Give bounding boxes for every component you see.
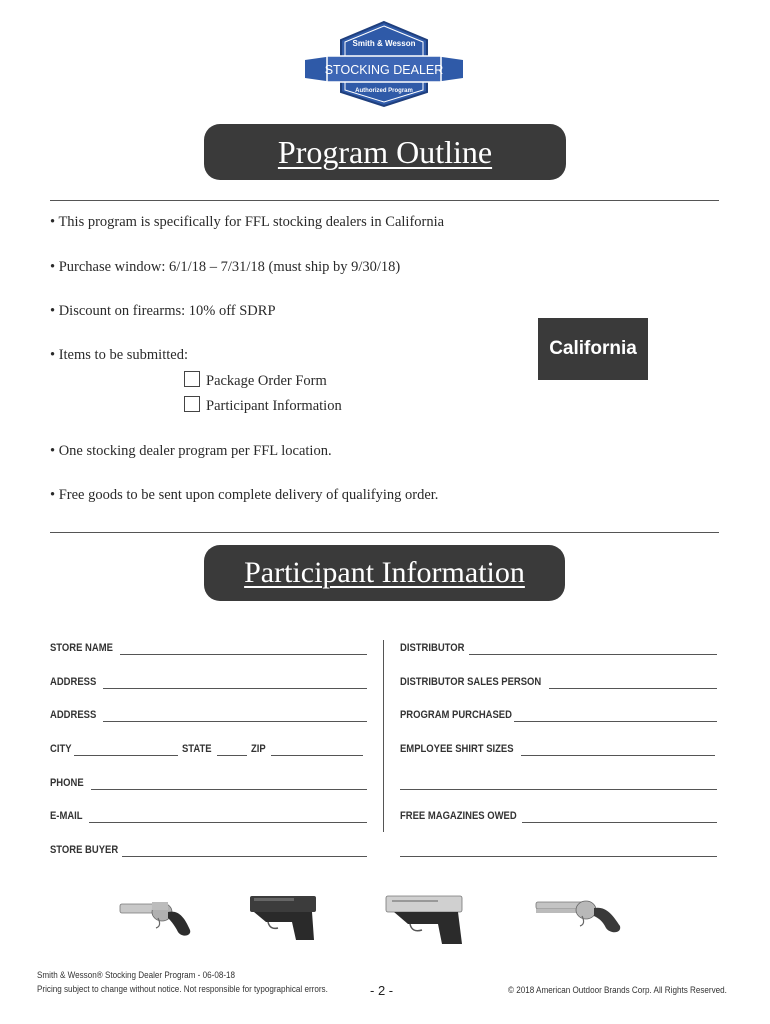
distributor-label: DISTRIBUTOR bbox=[400, 642, 465, 654]
store-buyer-field[interactable] bbox=[122, 856, 367, 857]
phone-field[interactable] bbox=[91, 789, 367, 790]
state-label: STATE bbox=[182, 743, 212, 755]
free-magazines-owed-label: FREE MAGAZINES OWED bbox=[400, 810, 517, 822]
employee-shirt-sizes-label: EMPLOYEE SHIRT SIZES bbox=[400, 743, 514, 755]
pistol-icon bbox=[384, 888, 470, 948]
checkbox[interactable] bbox=[184, 396, 200, 412]
logo-sub-text: Authorized Program bbox=[355, 88, 413, 94]
program-purchased-label: PROGRAM PURCHASED bbox=[400, 709, 512, 721]
footer-disclaimer: Pricing subject to change without notice. Not responsible for typographical errors. bbox=[37, 984, 328, 994]
program-outline-title bbox=[204, 124, 566, 180]
revolver-icon bbox=[118, 888, 204, 940]
bullet-ffl-dealers: • This program is specifically for FFL stocking dealers in California bbox=[50, 214, 445, 230]
smith-wesson-stocking-dealer-logo bbox=[303, 20, 465, 108]
blank-field[interactable] bbox=[400, 856, 717, 857]
address2-field[interactable] bbox=[103, 721, 367, 722]
page-number: - 2 - bbox=[370, 983, 394, 998]
divider bbox=[50, 532, 719, 533]
bullet-one-program: • One stocking dealer program per FFL location. bbox=[50, 443, 332, 459]
bullet-free-goods: • Free goods to be sent upon complete delivery of qualifying order. bbox=[50, 487, 439, 503]
bullet-items-submitted: • Items to be submitted: bbox=[50, 347, 188, 363]
checklist-item-package-order-form bbox=[184, 371, 327, 390]
distributor-sales-person-label: DISTRIBUTOR SALES PERSON bbox=[400, 676, 542, 688]
state-field[interactable] bbox=[217, 755, 247, 756]
column-divider bbox=[383, 640, 384, 832]
footer-program-date: Smith & Wesson® Stocking Dealer Program - 06-08-18 bbox=[37, 970, 236, 980]
participant-information-title bbox=[204, 545, 565, 601]
zip-label: ZIP bbox=[251, 743, 266, 755]
store-buyer-label: STORE BUYER bbox=[50, 844, 119, 856]
bullet-purchase-window: • Purchase window: 6/1/18 – 7/31/18 (must ship by 9/30/18) bbox=[50, 259, 401, 275]
footer-copyright: © 2018 American Outdoor Brands Corp. All Rights Reserved. bbox=[508, 985, 727, 995]
address-field[interactable] bbox=[103, 688, 367, 689]
email-label: E-MAIL bbox=[50, 810, 83, 822]
store-name-label: STORE NAME bbox=[50, 642, 113, 654]
logo-brand-text: Smith & Wesson bbox=[352, 39, 416, 48]
phone-label: PHONE bbox=[50, 777, 84, 789]
logo-ribbon-text: STOCKING DEALER bbox=[324, 63, 444, 77]
city-label: CITY bbox=[50, 743, 72, 755]
city-field[interactable] bbox=[74, 755, 178, 756]
revolver-icon bbox=[534, 888, 630, 936]
participant-information-title-text: Participant Information bbox=[244, 556, 525, 589]
program-purchased-field[interactable] bbox=[514, 721, 717, 722]
checklist-label: Participant Information bbox=[206, 398, 342, 414]
zip-field[interactable] bbox=[271, 755, 363, 756]
free-magazines-owed-field[interactable] bbox=[522, 822, 717, 823]
address-label: ADDRESS bbox=[50, 676, 97, 688]
address2-label: ADDRESS bbox=[50, 709, 97, 721]
california-badge: California bbox=[538, 318, 648, 380]
checklist-item-participant-information bbox=[184, 396, 342, 415]
program-outline-title-text: Program Outline bbox=[277, 134, 493, 170]
distributor-sales-person-field[interactable] bbox=[549, 688, 717, 689]
bullet-discount: • Discount on firearms: 10% off SDRP bbox=[50, 303, 276, 319]
checklist-label: Package Order Form bbox=[206, 373, 327, 389]
pistol-icon bbox=[248, 888, 324, 944]
checkbox[interactable] bbox=[184, 371, 200, 387]
email-field[interactable] bbox=[89, 822, 367, 823]
store-name-field[interactable] bbox=[120, 654, 367, 655]
distributor-field[interactable] bbox=[469, 654, 717, 655]
blank-field[interactable] bbox=[400, 789, 717, 790]
employee-shirt-sizes-field[interactable] bbox=[521, 755, 715, 756]
divider bbox=[50, 200, 719, 201]
